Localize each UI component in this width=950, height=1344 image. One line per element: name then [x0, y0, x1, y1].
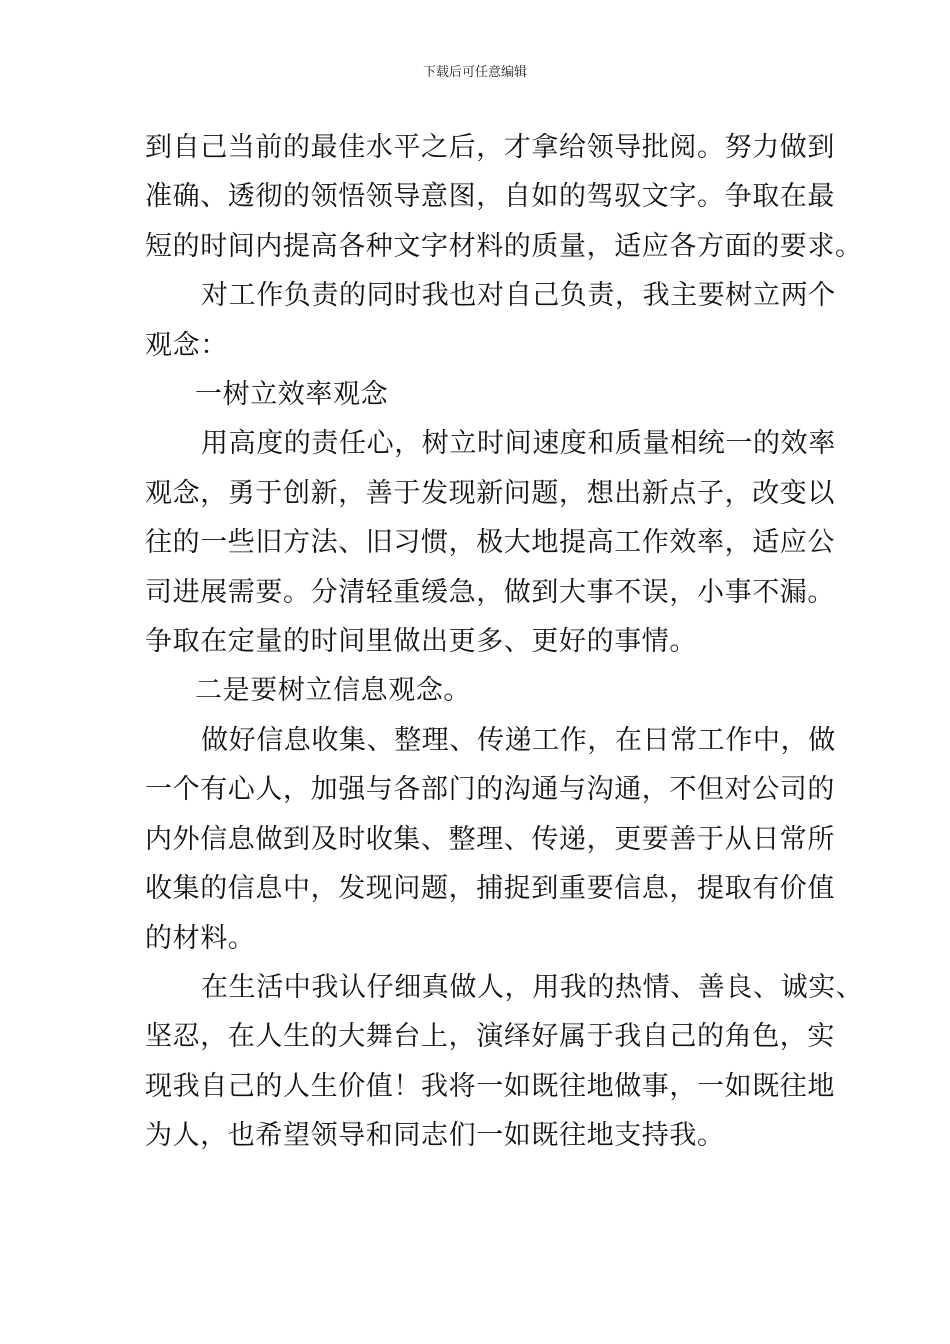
- heading-information: [145, 666, 815, 715]
- text-line: 为人，也希望领导和同志们一如既往地支持我。: [145, 1120, 725, 1152]
- text-line: 一树立效率观念: [195, 379, 389, 411]
- text-line: 一个有心人，加强与各部门的沟通与沟通，不但对公司的: [145, 774, 835, 806]
- text-line: 在生活中我认仔细真做人，用我的热情、善良、诚实、: [201, 971, 864, 1003]
- text-line: 观念，勇于创新，善于发现新问题，想出新点子，改变以: [145, 477, 835, 509]
- text-line: 内外信息做到及时收集、整理、传递，更要善于从日常所: [145, 823, 835, 855]
- text-line: 做好信息收集、整理、传递工作，在日常工作中，做: [201, 724, 836, 756]
- paragraph-life: [145, 963, 864, 1161]
- text-line: 观念：: [145, 329, 228, 361]
- text-line: 对工作负责的同时我也对自己负责，我主要树立两个: [201, 280, 836, 312]
- text-line: 用高度的责任心，树立时间速度和质量相统一的效率: [201, 428, 836, 460]
- text-line: 司进展需要。分清轻重缓急，做到大事不误，小事不漏。: [145, 576, 835, 608]
- text-line: 的材料。: [145, 922, 256, 954]
- paragraph-responsibility: [145, 271, 836, 370]
- text-line: 准确、透彻的领悟领导意图，自如的驾驭文字。争取在最: [145, 181, 835, 213]
- text-line: 往的一些旧方法、旧习惯，极大地提高工作效率，适应公: [145, 527, 835, 559]
- text-line: 坚忍，在人生的大舞台上，演绎好属于我自己的角色，实: [145, 1021, 835, 1053]
- text-line: 争取在定量的时间里做出更多、更好的事情。: [145, 626, 697, 658]
- text-line: 到自己当前的最佳水平之后，才拿给领导批阅。努力做到: [145, 132, 835, 163]
- text-line: 现我自己的人生价值！我将一如既往地做事，一如既往地: [145, 1070, 835, 1102]
- paragraph-continuation: [145, 123, 863, 271]
- heading-efficiency: [145, 370, 815, 419]
- paragraph-efficiency: [145, 419, 836, 666]
- text-line: 收集的信息中，发现问题，捕捉到重要信息，提取有价值: [145, 873, 835, 905]
- document-body: [145, 123, 864, 1161]
- page-header: 下载后可任意编辑: [422, 65, 527, 80]
- paragraph-information: [145, 716, 836, 963]
- text-line: 二是要树立信息观念。: [195, 675, 471, 707]
- text-line: 短的时间内提高各种文字材料的质量，适应各方面的要求。: [145, 230, 863, 262]
